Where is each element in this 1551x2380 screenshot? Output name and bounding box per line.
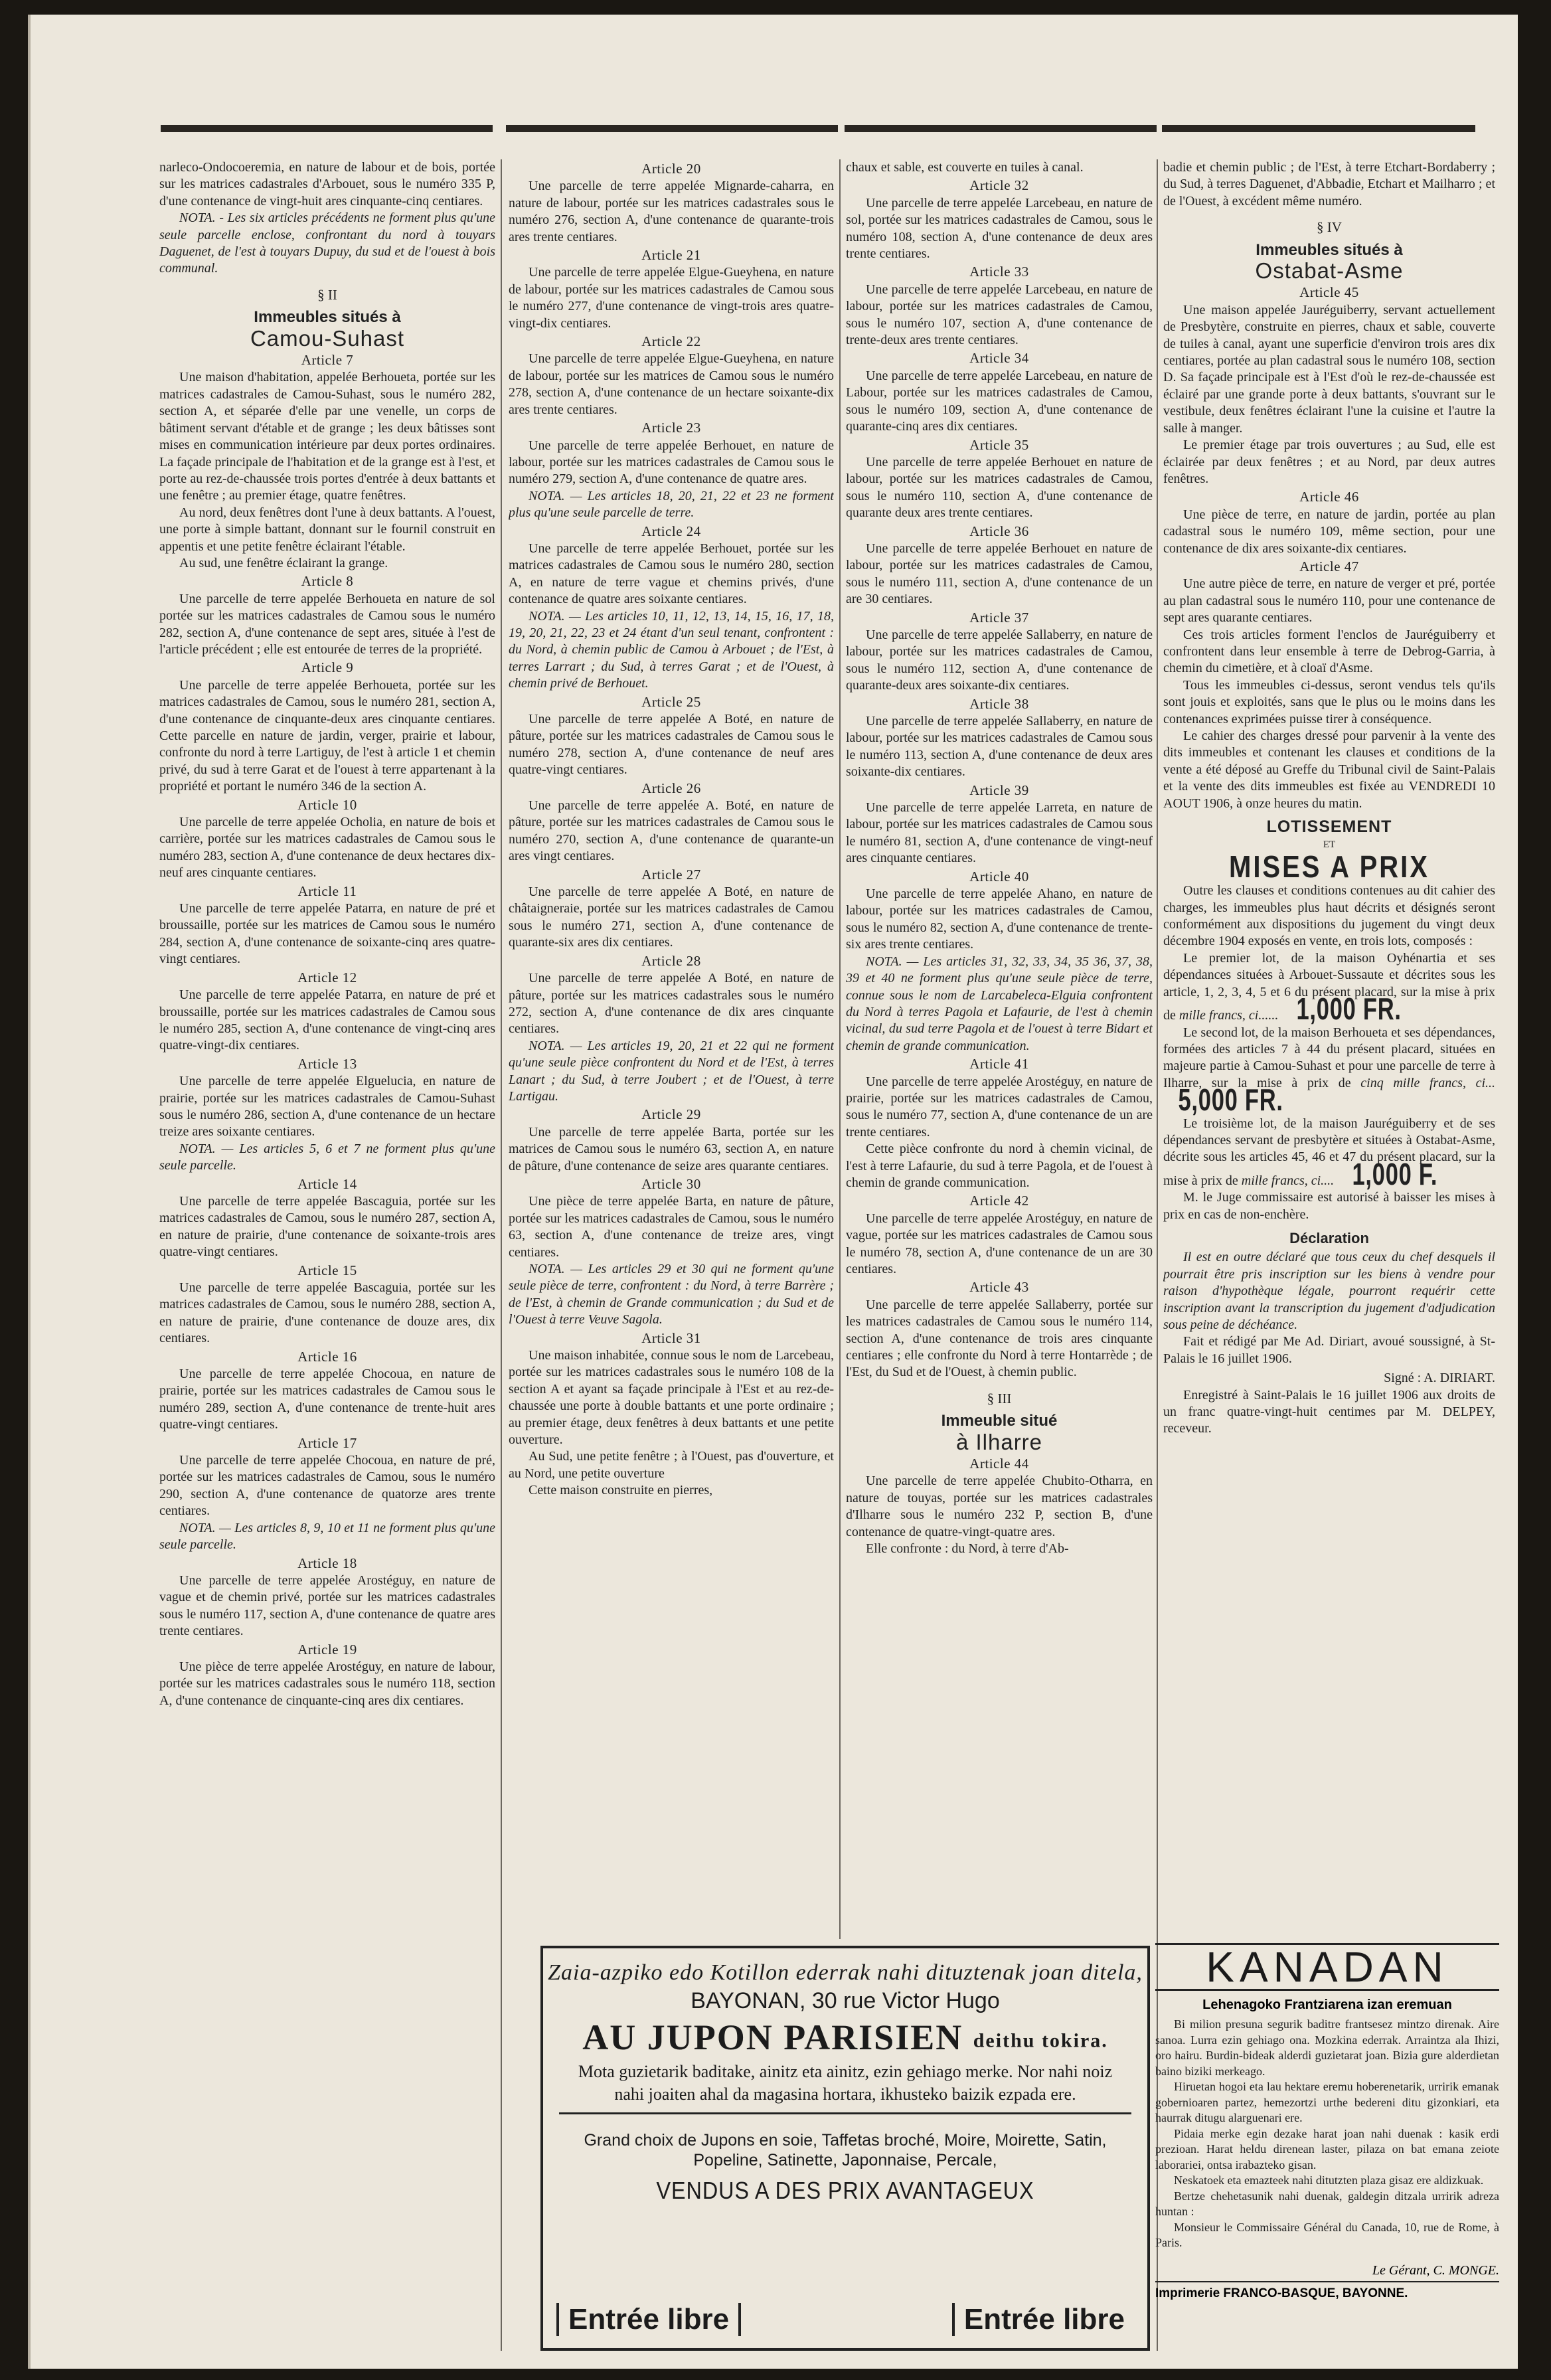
paragraph: Le cahier des charges dressé pour parvenir à la vente des dits immeubles et contenant les clauses et conditions de la vente a été déposé au Greffe du Tribunal civil de Saint-Palais et la vente des dits immeubles est fixée au VENDREDI 10 AOUT 1906, à onze heures du matin.	[1163, 728, 1495, 811]
ad-shop-name	[543, 2017, 1147, 2058]
section-heading: Immeuble situé	[941, 1412, 1058, 1430]
ad-slogan: VENDUS A DES PRIX AVANTAGEUX	[656, 2177, 1034, 2204]
paragraph: Bi milion presuna segurik baditre frantsesez mintzo direnak. Aire sanoa. Lurra ezin gehiago ona. Mozkina ederrak. Arraintza ala Ihizi, oro hairu. Burdin-bideak alderdi guzietarat joan. Bizia gure alderdietan baino biziki merkeago.	[1155, 2017, 1499, 2078]
paragraph: Une parcelle de terre appelée A. Boté, en nature de pâture, portée sur les matrices cadastrales de Camou sous le numéro 270, section A, d'une contenance de quarante-un ares vingt centiares.	[509, 798, 834, 864]
paragraph: Pidaia merke egin dezake harat joan nahi duenak : kasik erdi prezioan. Harat heldu direnean laster, pilaza on bat emana zeiote laborariei, ontsa irabazteko gisan.	[1155, 2126, 1499, 2171]
lot-1-desc: Le premier lot, de la maison Oyhénartia et ses dépendances situées à Arbouet-Sussaute et décrites sous les article, 1, 2, 3, 4, 5 et 6 du présent placard, sur la mise à prix de	[1163, 950, 1495, 1023]
paragraph: Une parcelle de terre appelée Bascaguia, portée sur les matrices cadastrales de Camou, sous le numéro 288, section A, en nature de prairie, d'une contenance de douze ares, dix centiares.	[159, 1280, 495, 1346]
top-rule-2	[506, 125, 838, 132]
article-heading: Article 37	[969, 609, 1029, 626]
signature: Signé : A. DIRIART.	[1384, 1371, 1495, 1386]
paragraph: Neskatoek eta emazteek nahi ditutzten plaza gisaz ere aldizkuak.	[1174, 2173, 1484, 2187]
nota: NOTA. — Les articles 31, 32, 33, 34, 35 36, 37, 38, 39 et 40 ne forment plus qu'une seule pièce de terre, connue sous le nom de Larcabeleca-Elguia confrontent du Nord à terres Pagola et Lafaurie, de l'est à chemin vicinal, du sud terre Pagola et de l'ouest à terre Bidart et chemin de grande communication.	[846, 954, 1153, 1053]
paragraph: Une parcelle de terre appelée Berhouet en nature de labour, portée sur les matrices cadastrales de Camou, sous le numéro 111, section A, d'une contenance de un are 30 centiares.	[846, 541, 1153, 607]
kanadan-notice	[1155, 1943, 1499, 2301]
lot-1-price: 1,000 FR.	[1296, 991, 1402, 1027]
paragraph: M. le Juge commissaire est autorisé à baisser les mises à prix en cas de non-enchère.	[1163, 1190, 1495, 1222]
article-heading: Article 13	[297, 1055, 357, 1072]
paragraph: Au nord, deux fenêtres dont l'une à deux battants. A l'ouest, une porte à simple battant, donnant sur le fournil construit en appentis et une petite fenêtre éclairant l'étable.	[159, 505, 495, 554]
paragraph: Une parcelle de terre appelée Chocoua, en nature de pré, portée sur les matrices cadastrales de Camou, sous le numéro 290, section A, d'une contenance de quatorze ares trente centiares.	[159, 1453, 495, 1519]
top-rule-4	[1162, 125, 1475, 132]
paragraph: Une parcelle de terre appelée Berhouet, portée sur les matrices cadastrales de Camou sous le numéro 280, section A, en nature de terre vague et chemins privés, d'une contenance de quatre ares soixante centiares.	[509, 541, 834, 607]
article-heading: Article 33	[969, 264, 1029, 280]
paragraph: Fait et rédigé par Me Ad. Diriart, avoué soussigné, à St-Palais le 16 juillet 1906.	[1163, 1334, 1495, 1366]
article-heading: Article 10	[297, 796, 357, 813]
nota: NOTA. — Les articles 5, 6 et 7 ne forment plus qu'une seule parcelle.	[159, 1141, 495, 1173]
lot-2-tail: cinq mille francs, ci...	[1360, 1075, 1495, 1090]
paragraph: Une parcelle de terre appelée Patarra, en nature de pré et broussaille, portée sur les matrices de Camou sous le numéro 284, section A, d'une contenance de soixante-cinq ares quatre-vingt centiares.	[159, 901, 495, 967]
article-heading: Article 30	[641, 1175, 701, 1192]
article-heading: Article 7	[301, 352, 354, 369]
article-heading: Article 28	[641, 952, 701, 969]
article-heading: Article 46	[1299, 489, 1359, 505]
ad-shop-suffix: deithu tokira.	[973, 2029, 1108, 2052]
paragraph: Une parcelle de terre appelée Larreta, en nature de labour, portée sur les matrices cadastrales de Camou sous le numéro 81, section A, d'une contenance de vingt-neuf ares cinquante centiares.	[846, 800, 1153, 866]
ad-shop-title: AU JUPON PARISIEN	[582, 2017, 963, 2057]
kanadan-subtitle: Lehenagoko Frantziarena izan eremuan	[1202, 1998, 1452, 2012]
article-heading: Article 47	[1299, 558, 1359, 574]
paragraph: narleco-Ondocoeremia, en nature de labour et de bois, portée sur les matrices cadastrales d'Arbouet, sous le numéro 335 P, d'une contenance de vingt-huit ares cinquante-cinq centiares.	[159, 160, 495, 209]
article-heading: Article 42	[969, 1193, 1029, 1209]
column-divider-2	[839, 159, 841, 1939]
article-heading: Article 40	[969, 868, 1029, 885]
article-heading: Article 38	[969, 695, 1029, 712]
paragraph: Une parcelle de terre appelée Barta, portée sur les matrices de Camou sous le numéro 63, section A, en nature de pâture, d'une contenance de seize ares quarante centiares.	[509, 1124, 834, 1173]
article-heading: Article 44	[969, 1456, 1029, 1472]
declaration-text: Il est en outre déclaré que tous ceux du chef desquels il pourrait être pris inscription sur les biens à vendre pour raison d'hypothèque légale, pourront requérir cette inscription avant la transcription du jugement d'adjudication sous peine de déchéance.	[1163, 1250, 1495, 1332]
ad-divider	[559, 2112, 1131, 2114]
ad-address: BAYONAN, 30 rue Victor Hugo	[691, 1988, 1000, 2013]
article-heading: Article 27	[641, 866, 701, 883]
lot-2-text	[1163, 1025, 1495, 1116]
paragraph: Une maison d'habitation, appelée Berhoueta, portée sur les matrices cadastrales de Camou-Suhast, sous le numéro 282, section A, et séparée d'elle par une venelle, un corps de bâtiment servant d'étable et de grange ; les deux bâtisses sont mises en communication intérieure par deux portes ordinaires. La façade principale de l'habitation et de la grange est à l'est, et porte au rez-de-chaussée trois portes d'entrée à deux battants et une fenêtre ; au premier étage, quatre fenêtres.	[159, 370, 495, 503]
paragraph: Ces trois articles forment l'enclos de Jauréguiberry et confrontent dans leur ensemble à terre de Debrog-Garria, à chemin du cimetière, et à cloaï d'Asme.	[1163, 627, 1495, 676]
nota: NOTA. — Les articles 8, 9, 10 et 11 ne forment plus qu'une seule parcelle.	[159, 1520, 495, 1553]
paragraph: Une parcelle de terre appelée Arostéguy, en nature de vague, portée sur les matrices cadastrales de Camou sous le numéro 78, section A, d'une contenance de un are 30 centiares.	[846, 1211, 1153, 1276]
paragraph: badie et chemin public ; de l'Est, à terre Etchart-Bordaberry ; du Sud, à terres Daguenet, d'Abbadie, Etchart et Mailharro ; et de l'Ouest, à excédent même numéro.	[1163, 160, 1495, 209]
paragraph: Une parcelle de terre appelée Mignarde-caharra, en nature de labour, portée sur les matrices cadastrales sous le numéro 276, section A, d'une contenance de quarante-trois ares trente centiares.	[509, 179, 834, 244]
nota: NOTA. — Les articles 19, 20, 21 et 22 qui ne forment qu'une seule pièce confrontent du Nord et de l'Est, à terres Lanart ; du Sud, à terre Joubert ; et de l'Ouest, à terre Lartigau.	[509, 1038, 834, 1104]
newspaper-page	[28, 15, 1518, 2369]
column-2	[509, 159, 834, 1939]
ad-entree-right: Entrée libre	[952, 2303, 1134, 2336]
article-heading: Article 45	[1299, 284, 1359, 301]
paragraph: Elle confronte : du Nord, à terre d'Ab-	[866, 1541, 1069, 1557]
section-heading: Immeubles situés à	[1256, 240, 1403, 259]
article-heading: Article 39	[969, 782, 1029, 798]
paragraph: Une parcelle de terre appelée Larcebeau, en nature de sol, portée sur les matrices cadastrales de Camou, sous le numéro 108, section A, d'une contenance de deux ares trente centiares.	[846, 195, 1153, 262]
paragraph: Au sud, une fenêtre éclairant la grange.	[179, 555, 388, 570]
article-heading: Article 32	[969, 177, 1029, 194]
section-number: § III	[987, 1390, 1012, 1406]
mises-a-prix-heading: MISES A PRIX	[1229, 850, 1429, 885]
article-heading: Article 34	[969, 350, 1029, 367]
paragraph: Monsieur le Commissaire Général du Canada, 10, rue de Rome, à Paris.	[1155, 2220, 1499, 2249]
article-heading: Article 26	[641, 780, 701, 796]
article-heading: Article 17	[297, 1434, 357, 1451]
paragraph: Une parcelle de terre appelée Patarra, en nature de pré et broussaille, portée sur les matrices cadastrales de Camou sous le numéro 285, section A, d'une contenance de vingt-cinq ares quatre-vingt-dix centiares.	[159, 987, 495, 1053]
lot-2-desc: Le second lot, de la maison Berhoueta et ses dépendances, formées des articles 7 à 44 du présent placard, situées en majeure partie à Camou-Suhast et pour une parcelle de terre à Ilharre, sur la mise à prix de	[1163, 1025, 1495, 1090]
lotissement-heading: LOTISSEMENT	[1266, 817, 1392, 837]
paragraph: Une parcelle de terre appelée Chubito-Otharra, en nature de touyas, portée sur les matrices cadastrales d'Ilharre sous le numéro 232 P, section B, d'une contenance de quatre-vingt-quatre ares.	[846, 1474, 1153, 1539]
paragraph: Une pièce de terre appelée Barta, en nature de pâture, portée sur les matrices cadastrales de Camou, sous le numéro 63, section A, d'une contenance de treize ares, vingt centiares.	[509, 1194, 834, 1260]
kanadan-title: KANADAN	[1155, 1943, 1499, 1991]
paragraph: Une pièce de terre, en nature de jardin, portée au plan cadastral sous le numéro 109, même section, pour une contenance de dix ares soixante-dix centiares.	[1163, 507, 1495, 556]
place-name: Camou-Suhast	[250, 325, 405, 351]
paragraph: Une parcelle de terre appelée Sallaberry, portée sur les matrices cadastrales de Camou sous le numéro 114, section A, d'une contenance de trois ares cinquante centiares ; elle confronte du Nord à terre Hontarrède ; de l'Est, du Sud et de l'Ouest, à chemin public.	[846, 1297, 1153, 1380]
article-heading: Article 16	[297, 1348, 357, 1365]
paragraph: Une maison inhabitée, connue sous le nom de Larcebeau, portée sur les matrices cadastrales sous le numéro 108 de la section A et ayant sa façade principale à l'Est et au rez-de-chaussée une porte à double battants et une porte ordinaire ; au premier étage, deux fenêtres à deux battants et une petite ouverture.	[509, 1348, 834, 1448]
top-rule-3	[845, 125, 1157, 132]
article-heading: Article 25	[641, 693, 701, 710]
paragraph: Une parcelle de terre appelée Sallaberry, en nature de labour, portée sur les matrices cadastrales de Camou sous le numéro 113, section A, d'une contenance de deux ares soixante-dix centiares.	[846, 714, 1153, 780]
article-heading: Article 19	[297, 1641, 357, 1658]
lot-2-price: 5,000 FR.	[1178, 1082, 1283, 1118]
paragraph: Une parcelle de terre appelée Arostéguy, en nature de prairie, portée sur les matrices cadastrales de Camou, sous le numéro 77, section A, d'une contenance de un are trente centiares.	[846, 1074, 1153, 1140]
paragraph: Bertze chehetasunik nahi duenak, galdegin ditzala urririk adreza huntan :	[1155, 2189, 1499, 2218]
nota: NOTA. — Les articles 29 et 30 qui ne forment qu'une seule pièce de terre, confrontent : du Nord, à terre Barrère ; de l'Est, à chemin de Grande communication ; du Sud et de l'Ouest à terre Veuve Sagola.	[509, 1262, 834, 1327]
article-heading: Article 18	[297, 1555, 357, 1571]
lot-3-price: 1,000 F.	[1352, 1156, 1438, 1191]
paragraph: chaux et sable, est couverte en tuiles à canal.	[846, 160, 1084, 175]
imprimerie-line: Imprimerie FRANCO-BASQUE, BAYONNE.	[1155, 2286, 1408, 2300]
section-number: § II	[317, 286, 337, 303]
lot-1-tail: mille francs, ci......	[1179, 1008, 1279, 1023]
nota: NOTA. - Les six articles précédents ne forment plus qu'une seule parcelle enclose, confrontant du nord à touyars Daguenet, de l'est à touyars Dupuy, du sud et de l'ouest à bois communal.	[159, 211, 495, 276]
paragraph: Une parcelle de terre appelée Elguelucia, en nature de prairie, portée sur les matrices cadastrales de Camou-Suhast sous le numéro 286, section A, d'une contenance de un hectare treize ares soixante centiares.	[159, 1074, 495, 1140]
gerant-line: Le Gérant, C. MONGE.	[1155, 2263, 1499, 2282]
declaration-heading: Déclaration	[1289, 1229, 1369, 1246]
column-1	[159, 159, 495, 2364]
nota: NOTA. — Les articles 18, 20, 21, 22 et 23 ne forment plus qu'une seule parcelle de terre.	[509, 488, 834, 521]
paragraph: Tous les immeubles ci-dessus, seront vendus tels qu'ils sont jouis et exploités, sans que le plus ou le moins dans les contenances exprimées puisse tirer à conséquence.	[1163, 677, 1495, 726]
lot-3-tail: mille francs, ci....	[1241, 1173, 1335, 1188]
paragraph: Une parcelle de terre appelée A Boté, en nature de pâture, portée sur les matrices cadastrales sous le numéro 272, section A, d'une contenance de dix ares cinquante centiares.	[509, 971, 834, 1037]
paragraph: Une parcelle de terre appelée Berhoueta, portée sur les matrices cadastrales de Camou, sous le numéro 281, section A, d'une contenance de cinquante-deux ares cinquante centiares. Cette parcelle en nature de jardin, verger, prairie et labour, confronte du nord à terre Lartiguy, de l'est à article 1 et chemin privé, du sud à terre Garat et de l'ouest à terre appartenant à la propriété et portant le numéro 346 de la section A.	[159, 677, 495, 794]
article-heading: Article 43	[969, 1279, 1029, 1296]
page-edge-shadow	[28, 15, 31, 2369]
paragraph: Une parcelle de terre appelée Arostéguy, en nature de vague et de chemin privé, portée sur les matrices cadastrales sous le numéro 117, section A, d'une contenance de quatre ares trente centiares.	[159, 1572, 495, 1639]
top-rule-1	[161, 125, 493, 132]
paragraph: Outre les clauses et conditions contenues au dit cahier des charges, les immeubles plus haut décrits et désignés seront conformément aux dispositions du jugement du vingt deux décembre 1904 exposés en vente, en trois lots, composés :	[1163, 883, 1495, 949]
lot-1-text	[1163, 950, 1495, 1025]
paragraph: Une parcelle de terre appelée Sallaberry, en nature de labour, portée sur les matrices cadastrales de Camou, sous le numéro 112, section A, d'une contenance de quarante-deux ares soixante-dix centiares.	[846, 627, 1153, 693]
jupon-parisien-ad	[540, 1946, 1150, 2351]
article-heading: Article 11	[297, 883, 357, 899]
place-name: Ostabat-Asme	[1255, 258, 1404, 284]
paragraph: Une parcelle de terre appelée Larcebeau, en nature de labour, portée sur les matrices cadastrales de Camou, sous le numéro 107, section A, d'une contenance de trente-deux ares trente centiares.	[846, 282, 1153, 348]
lot-3-text	[1163, 1116, 1495, 1190]
paragraph: Une parcelle de terre appelée Larcebeau, en nature de Labour, portée sur les matrices cadastrales de Camou, sous le numéro 109, section A, d'une contenance de quarante-cinq ares dix centiares.	[846, 368, 1153, 434]
lot-3-desc: Le troisième lot, de la maison Jauréguiberry et de ses dépendances servant de presbytère et situées à Ostabat-Asme, décrite sous les articles 45, 46 et 47 du présent placard, sur la mise à prix de	[1163, 1116, 1495, 1188]
paragraph: Au Sud, une petite fenêtre ; à l'Ouest, pas d'ouverture, et au Nord, une petite ouverture	[509, 1449, 834, 1481]
et-label: ET	[1323, 839, 1336, 851]
paragraph: Une pièce de terre appelée Arostéguy, en nature de labour, portée sur les matrices cadastrales sous le numéro 118, section A, d'une contenance de cinquante-cinq ares dix centiares.	[159, 1659, 495, 1708]
paragraph: Une parcelle de terre appelée A Boté, en nature de châtaigneraie, portée sur les matrices cadastrales de Camou sous le numéro 271, section A, d'une contenance de quarante-six ares dix centiares.	[509, 885, 834, 950]
column-3	[846, 159, 1153, 1939]
article-heading: Article 8	[301, 573, 354, 590]
paragraph: Hiruetan hogoi eta lau hektare eremu hoberenetarik, urririk emanak gobernioaren partez, hemezortzi urthe bedereni ditu gizonkiari, eta haurrak ditugu alarguenari ere.	[1155, 2080, 1499, 2124]
paragraph: Une parcelle de terre appelée Berhouet en nature de labour, portée sur les matrices cadastrales de Camou, sous le numéro 110, section A, d'une contenance de quarante deux ares trente centiares.	[846, 454, 1153, 521]
paragraph: Une parcelle de terre appelée Elgue-Gueyhena, en nature de labour, portée sur les matrices de Camou sous le numéro 278, section A, d'une contenance de un hectare soixante-dix ares trente centiares.	[509, 351, 834, 417]
article-heading: Article 9	[301, 659, 354, 676]
ad-intro: Zaia-azpiko edo Kotillon ederrak nahi dituztenak joan ditela,	[548, 1960, 1143, 1985]
paragraph: Une autre pièce de terre, en nature de verger et pré, portée au plan cadastral sous le numéro 110, pour une contenance de sept ares quarante centiares.	[1163, 576, 1495, 626]
paragraph: Une parcelle de terre appelée Bascaguia, portée sur les matrices cadastrales de Camou, sous le numéro 287, section A, en nature de prairie, d'une contenance de soixante-trois ares quatre-vingt centiares.	[159, 1193, 495, 1260]
nota: NOTA. — Les articles 10, 11, 12, 13, 14, 15, 16, 17, 18, 19, 20, 21, 22, 23 et 24 étant d'un seul tenant, confrontent : du Nord, à chemin public de Camou à Arbouet ; de l'Est, à terres Larrart ; du Sud, à terres Garat ; et de l'Ouest, à chemin privé de Berhouet.	[509, 608, 834, 691]
article-heading: Article 15	[297, 1262, 357, 1278]
article-heading: Article 36	[969, 523, 1029, 539]
paragraph: Cette pièce confronte du nord à chemin vicinal, de l'est à terre Lafaurie, du sud à terre Pagola, et de l'ouest à chemin de grande communication.	[846, 1142, 1153, 1190]
ad-french-text: Grand choix de Jupons en soie, Taffetas broché, Moire, Moirette, Satin, Popeline, Satinette, Japonnaise, Percale,	[584, 2131, 1107, 2169]
paragraph: Une parcelle de terre appelée Ahano, en nature de labour, portée sur les matrices cadastrales de Camou, sous le numéro 82, section A, d'une contenance de trente-six ares trente centiares.	[846, 887, 1153, 952]
paragraph: Enregistré à Saint-Palais le 16 juillet 1906 aux droits de un franc quatre-vingt-huit centimes par M. DELPEY, receveur.	[1163, 1387, 1495, 1436]
section-number: § IV	[1317, 219, 1342, 236]
place-name: à Ilharre	[955, 1429, 1043, 1454]
article-heading: Article 41	[969, 1056, 1029, 1072]
column-4	[1163, 159, 1495, 1936]
article-heading: Article 35	[969, 436, 1029, 453]
paragraph: Une parcelle de terre appelée A Boté, en nature de pâture, portée sur les matrices cadastrales de Camou sous le numéro 278, section A, d'une contenance de neuf ares quatre-vingt centiares.	[509, 712, 834, 778]
paragraph: Cette maison construite en pierres,	[529, 1483, 713, 1498]
ad-entree-left: Entrée libre	[556, 2303, 741, 2336]
paragraph: Une parcelle de terre appelée Chocoua, en nature de prairie, portée sur les matrices cadastrales de Camou sous le numéro 289, section A, d'une contenance de trente-huit ares quatre-vingt centiares.	[159, 1367, 495, 1432]
article-heading: Article 29	[641, 1106, 701, 1123]
ad-basque-text: Mota guzietarik baditake, ainitz eta ainitz, ezin gehiago merke. Nor nahi noiz nahi joaiten ahal da magasina hortara, ikhusteko baizik ezpada ere.	[578, 2062, 1113, 2104]
paragraph: Le premier étage par trois ouvertures ; au Sud, elle est éclairée par deux fenêtres ; et au Nord, par deux autres fenêtres.	[1163, 438, 1495, 486]
paragraph: Une parcelle de terre appelée Elgue-Gueyhena, en nature de labour, portée sur les matrices cadastrales de Camou sous le numéro 277, d'une contenance de vingt-trois ares quatre-vingt-dix centiares.	[509, 265, 834, 331]
article-heading: Article 23	[641, 420, 701, 436]
column-divider-1	[501, 159, 502, 2351]
article-heading: Article 24	[641, 523, 701, 539]
paragraph: Une maison appelée Jauréguiberry, servant actuellement de Presbytère, construite en pierres, chaux et sable, couverte de tuiles à canal, ayant une superficie d'environ trois ares dix centiares, portée au plan cadastral sous le numéro 108, section D. Sa façade principale est à l'Est d'où le rez-de-chaussée est éclairé par une grande porte à deux battants, s'ouvrant sur le vestibule, deux fenêtres éclairant l'une la cuisine et l'autre la salle à manger.	[1163, 302, 1495, 436]
paragraph: Une parcelle de terre appelée Ocholia, en nature de bois et carrière, portée sur les matrices cadastrales de Camou sous le numéro 283, section A, d'une contenance de deux hectares dix-neuf ares cinquante centiares.	[159, 815, 495, 881]
article-heading: Article 12	[297, 969, 357, 985]
article-heading: Article 21	[641, 247, 701, 264]
article-heading: Article 20	[641, 161, 701, 177]
article-heading: Article 22	[641, 333, 701, 350]
section-heading: Immeubles situés à	[254, 308, 401, 327]
paragraph: Une parcelle de terre appelée Berhouet, en nature de labour, portée sur les matrices cadastrales de Camou sous le numéro 279, section A, d'une contenance de quatre ares.	[509, 438, 834, 487]
paragraph: Une parcelle de terre appelée Berhoueta en nature de sol portée sur les matrices cadastrales de Camou sous le numéro 282, section A, d'une contenance de sept ares, située à l'est de l'article précédent ; elle est entourée de terres de la propriété.	[159, 591, 495, 657]
article-heading: Article 31	[641, 1329, 701, 1346]
article-heading: Article 14	[297, 1175, 357, 1192]
